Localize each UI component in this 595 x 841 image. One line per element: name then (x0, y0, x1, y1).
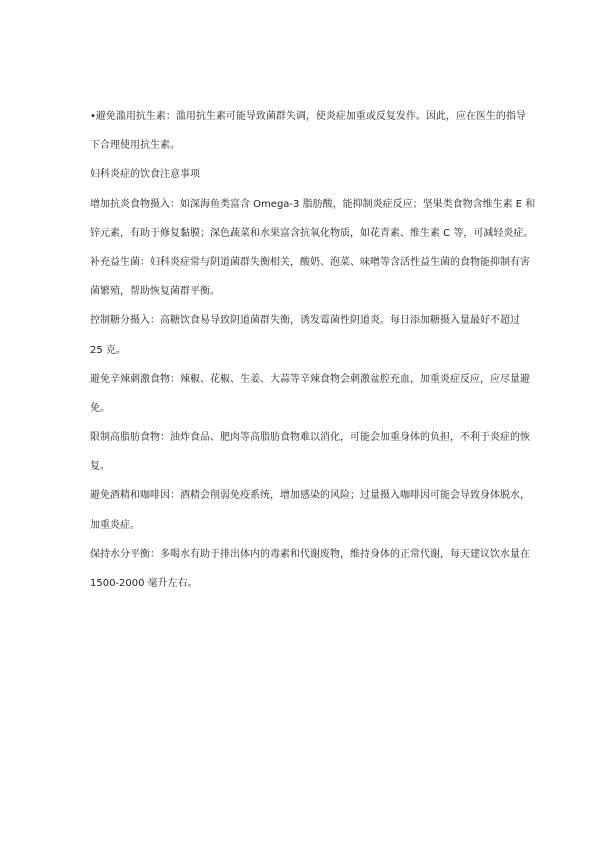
text-line-15: 加重炎症。 (90, 519, 140, 531)
text-line-1: •避免滥用抗生素：滥用抗生素可能导致菌群失调，使炎症加重或反复发作。因此，应在医生的指导 (90, 111, 526, 122)
text-line-16: 保持水分平衡：多喝水有助于排出体内的毒素和代谢废物，维持身体的正常代谢，每天建议饮水量在 (90, 548, 530, 560)
section-heading: 妇科炎症的饮食注意事项 (90, 169, 200, 181)
text-line-4: 增加抗炎食物摄入：如深海鱼类富含 Omega-3 脂肪酸，能抑制炎症反应；坚果类食物含维生素 E 和 (90, 198, 536, 210)
text-line-7: 菌繁殖，帮助恢复菌群平衡。 (90, 286, 220, 298)
text-line-13: 复。 (90, 461, 110, 473)
text-line-10: 避免辛辣刺激食物：辣椒、花椒、生姜、大蒜等辛辣食物会刺激盆腔充血，加重炎症反应，应尽量避 (90, 373, 530, 385)
text-line-17: 1500-2000 毫升左右。 (90, 578, 198, 589)
text-line-5: 锌元素，有助于修复黏膜；深色蔬菜和水果富含抗氧化物质，如花青素、维生素 C 等，可减轻炎症。 (90, 227, 534, 239)
text-line-12: 限制高脂肪食物：油炸食品、肥肉等高脂肪食物难以消化，可能会加重身体的负担，不利于炎症的恢 (90, 432, 530, 444)
text-line-9: 25 克。 (90, 344, 126, 356)
document-body (90, 110, 536, 606)
text-line-2: 下合理使用抗生素。 (90, 140, 180, 152)
text-line-14: 避免酒精和咖啡因：酒精会削弱免疫系统，增加感染的风险；过量摄入咖啡因可能会导致身体脱水， (90, 490, 530, 502)
text-line-11: 免。 (90, 402, 110, 414)
text-line-6: 补充益生菌：妇科炎症常与阴道菌群失衡相关，酸奶、泡菜、味噌等含活性益生菌的食物能抑制有害 (90, 256, 530, 268)
text-line-8: 控制糖分摄入：高糖饮食易导致阴道菌群失衡，诱发霉菌性阴道炎。每日添加糖摄入量最好不超过 (90, 315, 520, 327)
